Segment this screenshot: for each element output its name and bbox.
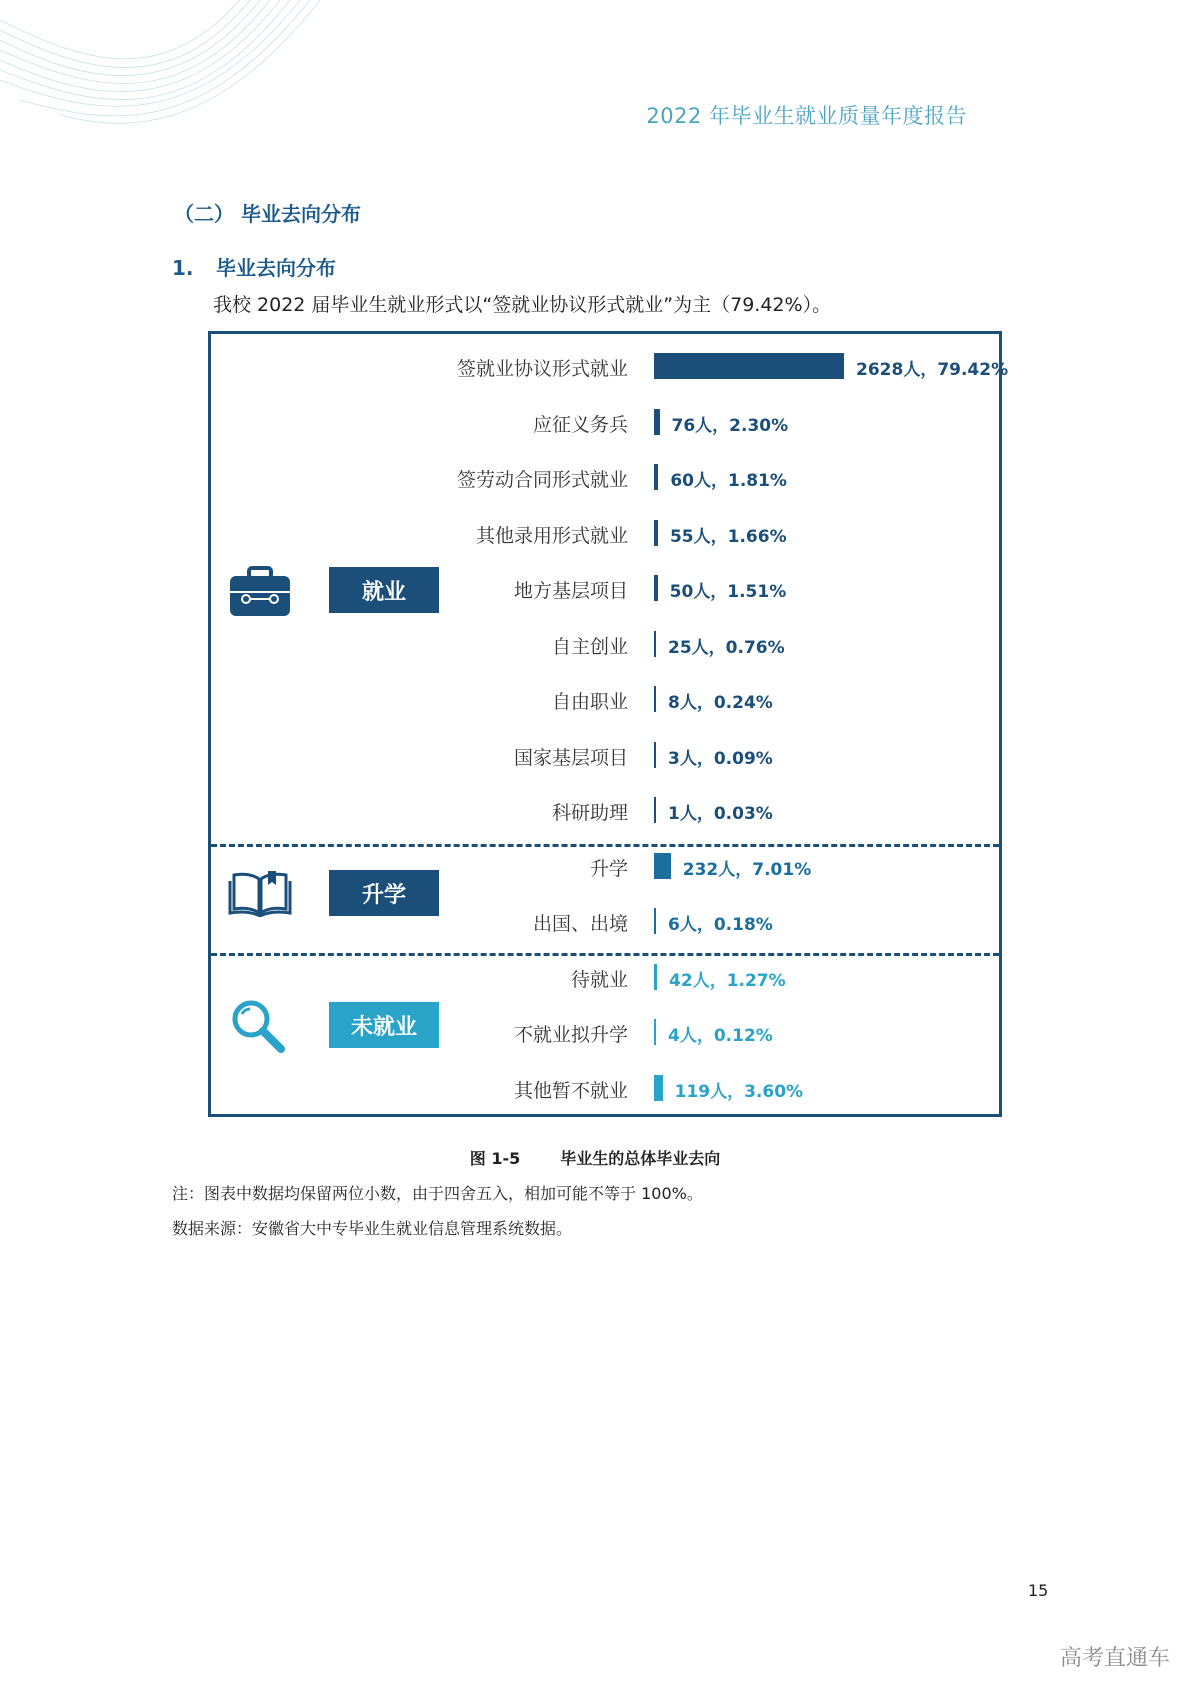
data-label: 232人，7.01% <box>682 859 812 880</box>
category-label: 地方基层项目 <box>513 580 628 602</box>
data-label: 42人，1.27% <box>669 970 786 991</box>
bar <box>654 631 656 657</box>
bar <box>654 1019 656 1045</box>
category-label: 科研助理 <box>551 802 628 824</box>
bar <box>654 520 658 546</box>
bar <box>654 409 660 435</box>
figure-caption <box>0 1146 1190 1169</box>
category-label: 其他录用形式就业 <box>475 524 628 547</box>
category-label: 自主创业 <box>551 635 628 658</box>
watermark: 高考直通车 <box>1059 1646 1170 1671</box>
bar <box>654 686 656 712</box>
bar <box>654 1075 663 1101</box>
bar <box>654 797 656 823</box>
category-label: 自由职业 <box>551 691 628 713</box>
data-label: 6人，0.18% <box>668 915 773 935</box>
bar-row <box>211 518 999 548</box>
bar-row <box>211 906 999 936</box>
figure-number: 图 1-5 <box>469 1149 521 1168</box>
bar-row <box>211 1073 999 1103</box>
group-label-not-employed: 未就业 <box>329 1002 439 1048</box>
category-label: 升学 <box>589 857 628 880</box>
bar-row <box>211 795 999 825</box>
data-label: 3人，0.09% <box>668 748 773 769</box>
decorative-wave-lines <box>0 0 340 140</box>
group-divider <box>211 844 999 847</box>
chart-note: 注：图表中数据均保留两位小数，由于四舍五入，相加可能不等于 100%。 <box>172 1184 703 1203</box>
category-label: 出国、出境 <box>532 913 628 935</box>
intro-paragraph: 我校 2022 届毕业生就业形式以“签就业协议形式就业”为主（79.42%）。 <box>213 294 832 316</box>
data-source: 数据来源：安徽省大中专毕业生就业信息管理系统数据。 <box>172 1219 573 1238</box>
data-label: 25人，0.76% <box>668 637 785 658</box>
page-number: 15 <box>1028 1581 1049 1600</box>
data-label: 4人，0.12% <box>668 1026 773 1046</box>
bar <box>654 742 656 768</box>
category-label: 其他暂不就业 <box>513 1079 628 1102</box>
category-label: 签就业协议形式就业 <box>456 358 628 380</box>
section-heading: （二） 毕业去向分布 <box>174 202 361 226</box>
data-label: 119人，3.60% <box>674 1081 804 1102</box>
sub-heading-number: 1. <box>172 256 194 280</box>
bar-row <box>211 351 1009 381</box>
bar-row <box>211 1017 999 1047</box>
data-label: 8人，0.24% <box>668 693 773 713</box>
destination-chart <box>208 331 1009 1117</box>
sub-heading <box>172 252 336 281</box>
data-label: 1人，0.03% <box>668 804 773 824</box>
bar-row <box>211 462 999 492</box>
bar-row <box>211 740 999 770</box>
category-label: 签劳动合同形式就业 <box>456 469 628 491</box>
group-divider <box>211 953 999 956</box>
data-label: 50人，1.51% <box>669 582 787 602</box>
bar-row <box>211 629 999 659</box>
sub-heading-text: 毕业去向分布 <box>216 256 336 280</box>
data-label: 2628人，79.42% <box>856 360 1009 380</box>
data-label: 60人，1.81% <box>670 471 787 491</box>
data-label: 55人，1.66% <box>669 526 787 547</box>
bar-row <box>211 407 999 437</box>
figure-title: 毕业生的总体毕业去向 <box>560 1149 721 1168</box>
report-title: 2022 年毕业生就业质量年度报告 <box>646 104 967 128</box>
category-label: 待就业 <box>570 968 628 991</box>
bar <box>654 353 844 379</box>
group-label-employment: 就业 <box>329 567 439 613</box>
data-label: 76人，2.30% <box>671 415 789 436</box>
bar-row <box>211 573 999 603</box>
bar <box>654 853 671 879</box>
bar <box>654 908 656 934</box>
category-label: 应征义务兵 <box>532 413 628 436</box>
bar-row <box>211 962 999 992</box>
bar <box>654 964 657 990</box>
group-label-further-study: 升学 <box>329 870 439 916</box>
bar <box>654 464 658 490</box>
bar-row <box>211 851 999 881</box>
category-label: 不就业拟升学 <box>513 1024 628 1046</box>
bar-row <box>211 684 999 714</box>
category-label: 国家基层项目 <box>513 746 628 769</box>
bar <box>654 575 658 601</box>
